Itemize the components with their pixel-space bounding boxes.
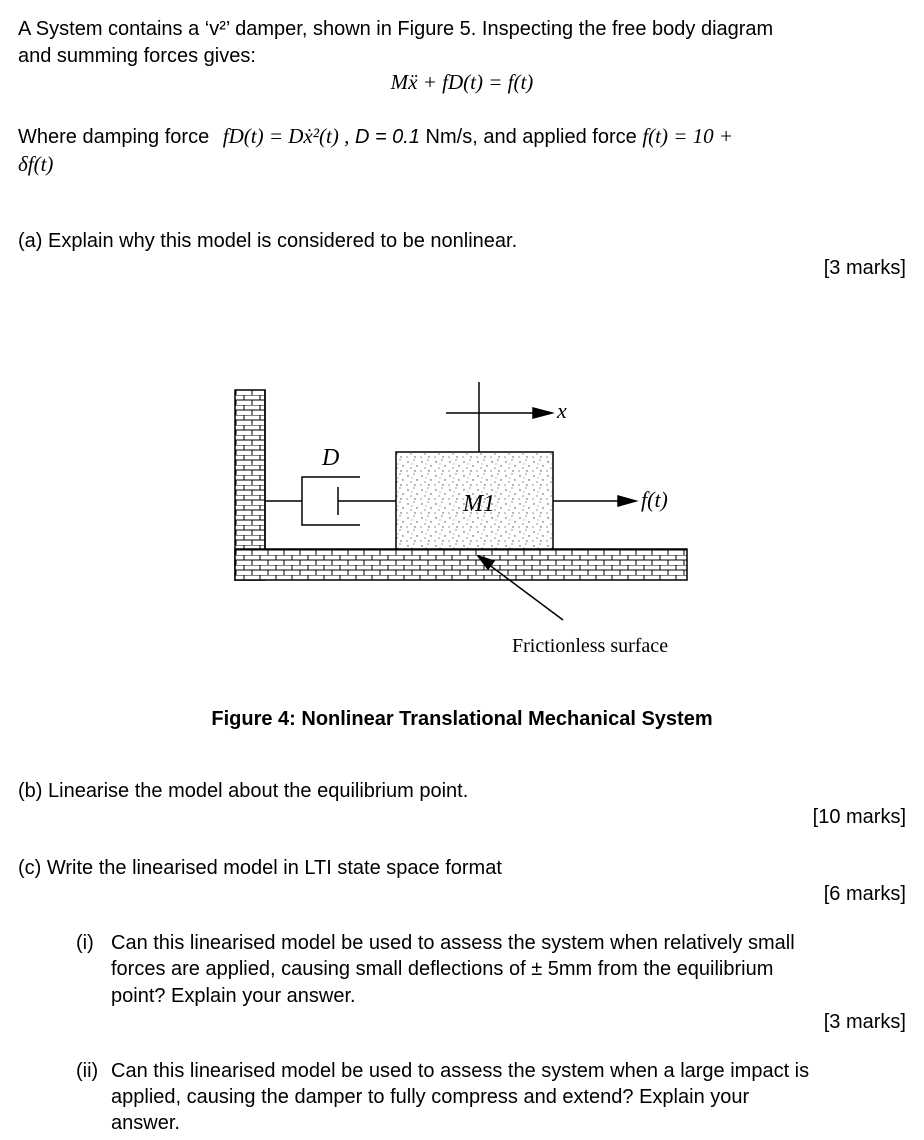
question-c-marks: [6 marks] <box>823 883 906 905</box>
damper-symbol <box>265 477 396 525</box>
question-b-marks: [10 marks] <box>812 806 906 828</box>
damping-force-equation: fD(t) = Dẋ²(t) , <box>222 124 350 148</box>
question-ci-marks: [3 marks] <box>823 1011 906 1033</box>
question-cii-line-3: answer. <box>111 1112 180 1134</box>
applied-force-equation: f(t) = 10 + <box>642 124 734 148</box>
surface-label: Frictionless surface <box>512 635 669 657</box>
question-a-text: (a) Explain why this model is considered to be nonlinear. <box>18 230 518 252</box>
question-a-marks: [3 marks] <box>823 257 906 279</box>
mechanical-system-figure <box>0 375 924 675</box>
force-arrow <box>553 496 636 506</box>
damper-label: D <box>322 445 340 471</box>
question-ci-number: (i) <box>76 932 94 954</box>
intro-line-2: and summing forces gives: <box>18 45 256 67</box>
unit-text: Nm/s, and applied force <box>425 126 637 148</box>
question-c-text: (c) Write the linearised model in LTI state space format <box>18 857 502 879</box>
question-ci-line-1: Can this linearised model be used to assess the system when relatively small <box>111 932 795 954</box>
equation-of-motion <box>0 70 924 95</box>
equation-text: Mẍ + fD(t) = f(t) <box>390 70 534 94</box>
mass-label <box>462 491 495 517</box>
question-cii-line-2: applied, causing the damper to fully compress and extend? Explain your <box>111 1086 750 1108</box>
displacement-arrow <box>446 382 552 452</box>
damping-coefficient: D = 0.1 <box>354 126 420 148</box>
intro-line-1: A System contains a ‘v²’ damper, shown in Figure 5. Inspecting the free body diagram <box>18 18 774 40</box>
question-ci-line-2: forces are applied, causing small deflections of ± 5mm from the equilibrium <box>111 958 774 980</box>
mass-label-text: M1 <box>463 491 495 517</box>
displacement-label: x <box>557 398 567 423</box>
force-label: f(t) <box>641 487 668 512</box>
where-line-1 <box>18 123 733 150</box>
figure-caption: Figure 4: Nonlinear Translational Mechanical System <box>211 708 713 730</box>
where-text: Where damping force <box>18 126 210 148</box>
question-b-text: (b) Linearise the model about the equilibrium point. <box>18 780 469 802</box>
question-ci-line-3: point? Explain your answer. <box>111 985 356 1007</box>
question-cii-number: (ii) <box>76 1060 99 1082</box>
question-cii-line-1: Can this linearised model be used to assess the system when a large impact is <box>111 1060 810 1082</box>
where-line-2: δf(t) <box>18 152 54 176</box>
